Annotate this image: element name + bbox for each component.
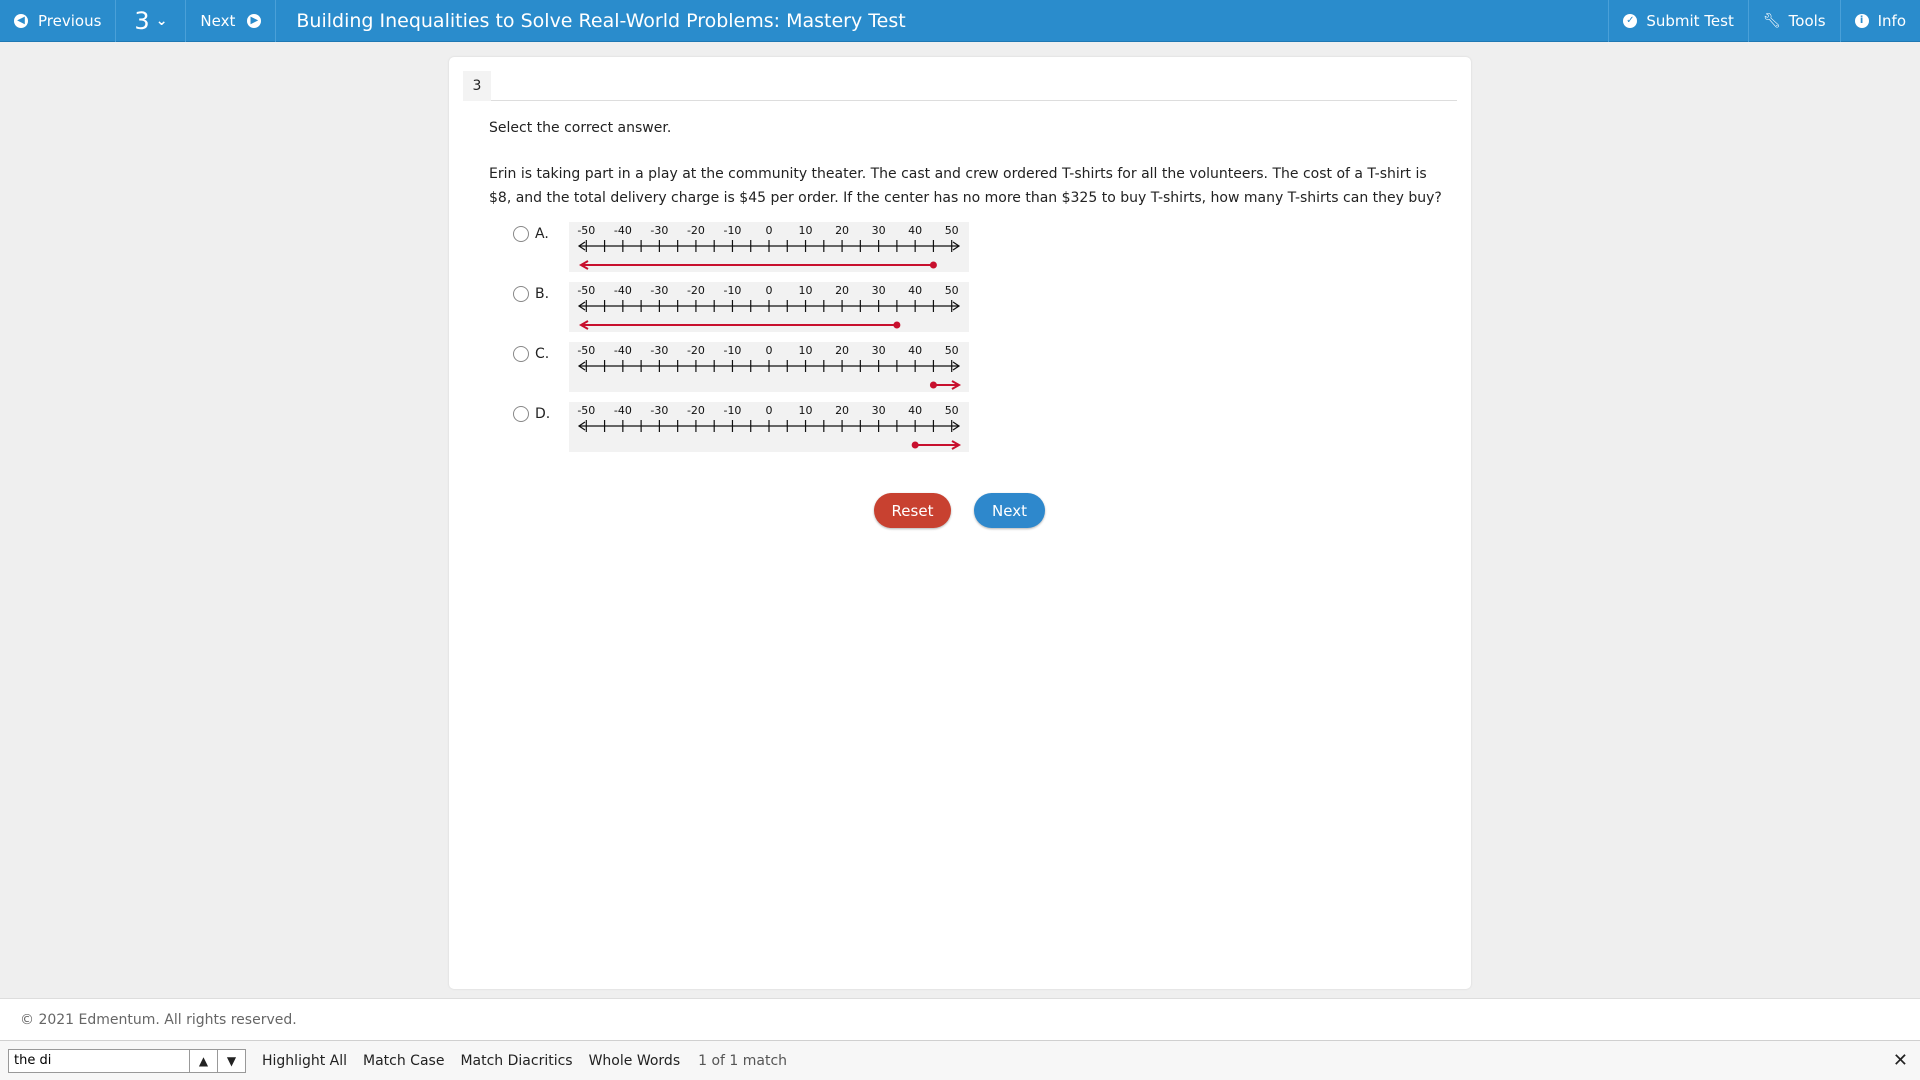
find-status: 1 of 1 match: [698, 1052, 788, 1069]
number-line: [569, 342, 969, 392]
previous-label: Previous: [38, 11, 102, 30]
wrench-icon: 🔧︎: [1762, 12, 1781, 29]
info-icon: i: [1855, 14, 1869, 28]
tick-label: 10: [798, 404, 813, 417]
radio-button[interactable]: [513, 406, 529, 422]
tick-label: -50: [577, 284, 596, 297]
whole-words-toggle[interactable]: Whole Words: [588, 1052, 681, 1069]
tick-label: -40: [613, 224, 632, 237]
question-header: [463, 71, 1457, 101]
next-question-button[interactable]: [186, 0, 276, 42]
chevron-up-icon: ▲: [198, 1053, 209, 1068]
tick-label: 50: [944, 224, 959, 237]
tick-label: -50: [577, 224, 596, 237]
find-next-button[interactable]: [218, 1049, 246, 1073]
find-input[interactable]: [8, 1049, 190, 1073]
submit-label: Submit Test: [1646, 11, 1734, 30]
option-letter: C.: [535, 346, 550, 362]
footer: [0, 998, 1920, 1040]
tick-label: 50: [944, 404, 959, 417]
radio-button[interactable]: [513, 226, 529, 242]
tick-label: 0: [765, 344, 773, 357]
tick-label: 10: [798, 284, 813, 297]
radio-button[interactable]: [513, 346, 529, 362]
tick-label: 10: [798, 344, 813, 357]
tick-label: -10: [723, 284, 742, 297]
question-number: 3: [134, 6, 150, 35]
closed-point: [930, 382, 937, 389]
tick-label: -40: [613, 284, 632, 297]
match-diacritics-toggle[interactable]: Match Diacritics: [460, 1052, 573, 1069]
tools-button[interactable]: [1748, 0, 1840, 42]
tick-label: -30: [650, 344, 669, 357]
tick-label: 20: [835, 284, 850, 297]
tick-label: -50: [577, 404, 596, 417]
find-previous-button[interactable]: [190, 1049, 218, 1073]
info-label: Info: [1877, 11, 1906, 30]
option-letter: A.: [535, 226, 549, 242]
tick-label: -50: [577, 344, 596, 357]
top-toolbar: [0, 0, 1920, 42]
copyright-text: © 2021 Edmentum. All rights reserved.: [20, 1011, 297, 1028]
toolbar-right: [1608, 0, 1920, 42]
question-selector[interactable]: [116, 0, 186, 42]
tick-label: -20: [686, 224, 705, 237]
tick-label: -30: [650, 404, 669, 417]
closed-point: [930, 262, 937, 269]
tick-label: 0: [765, 224, 773, 237]
next-label: Next: [200, 11, 236, 30]
tick-label: -40: [613, 344, 632, 357]
tick-label: -20: [686, 284, 705, 297]
tick-label: 50: [944, 284, 959, 297]
tick-label: -10: [723, 224, 742, 237]
number-line: [569, 222, 969, 272]
tick-label: -20: [686, 404, 705, 417]
tick-label: 40: [908, 224, 923, 237]
close-icon[interactable]: ✕: [1892, 1050, 1908, 1071]
question-number-badge: 3: [463, 71, 491, 101]
arrow-left-icon: ◀: [14, 14, 28, 28]
question-text: Erin is taking part in a play at the community theater. The cast and crew ordered T-shirts for all the volunteers. The cost of a T-shirt is $8, and the total delivery charge is $45 per order. If the center has no more than $325 to buy T-shirts, how many T-shirts can they buy?: [489, 166, 1442, 206]
tick-label: 40: [908, 404, 923, 417]
tick-label: 30: [871, 404, 886, 417]
reset-button[interactable]: Reset: [874, 493, 951, 528]
tick-label: -40: [613, 404, 632, 417]
tick-label: 40: [908, 284, 923, 297]
question-panel: [449, 57, 1471, 989]
tick-label: 20: [835, 344, 850, 357]
tick-label: 40: [908, 344, 923, 357]
chevron-down-icon: ⌄: [155, 12, 168, 29]
next-button[interactable]: Next: [974, 493, 1045, 528]
chevron-down-icon: ▼: [226, 1053, 237, 1068]
tick-label: -10: [723, 344, 742, 357]
tick-label: -30: [650, 224, 669, 237]
tick-label: -30: [650, 284, 669, 297]
tick-label: 30: [871, 224, 886, 237]
submit-test-button[interactable]: [1608, 0, 1748, 42]
tick-label: -10: [723, 404, 742, 417]
tick-label: 20: [835, 404, 850, 417]
arrow-right-icon: ▶: [247, 14, 261, 28]
previous-button[interactable]: [0, 0, 116, 42]
number-line: [569, 282, 969, 332]
tick-label: 0: [765, 284, 773, 297]
tools-label: Tools: [1788, 11, 1826, 30]
match-case-toggle[interactable]: Match Case: [363, 1052, 445, 1069]
closed-point: [893, 322, 900, 329]
tick-label: 0: [765, 404, 773, 417]
page-title: Building Inequalities to Solve Real-World Problems: Mastery Test: [296, 9, 906, 32]
check-circle-icon: ✓: [1623, 14, 1637, 28]
tick-label: 20: [835, 224, 850, 237]
instruction-text: Select the correct answer.: [489, 120, 672, 136]
radio-button[interactable]: [513, 286, 529, 302]
option-letter: B.: [535, 286, 550, 302]
tick-label: 10: [798, 224, 813, 237]
number-line: [569, 402, 969, 452]
info-button[interactable]: [1840, 0, 1920, 42]
tick-label: 30: [871, 344, 886, 357]
highlight-all-toggle[interactable]: Highlight All: [262, 1052, 348, 1069]
closed-point: [912, 442, 919, 449]
tick-label: -20: [686, 344, 705, 357]
tick-label: 30: [871, 284, 886, 297]
tick-label: 50: [944, 344, 959, 357]
find-bar: [0, 1040, 1920, 1080]
option-letter: D.: [535, 406, 551, 422]
